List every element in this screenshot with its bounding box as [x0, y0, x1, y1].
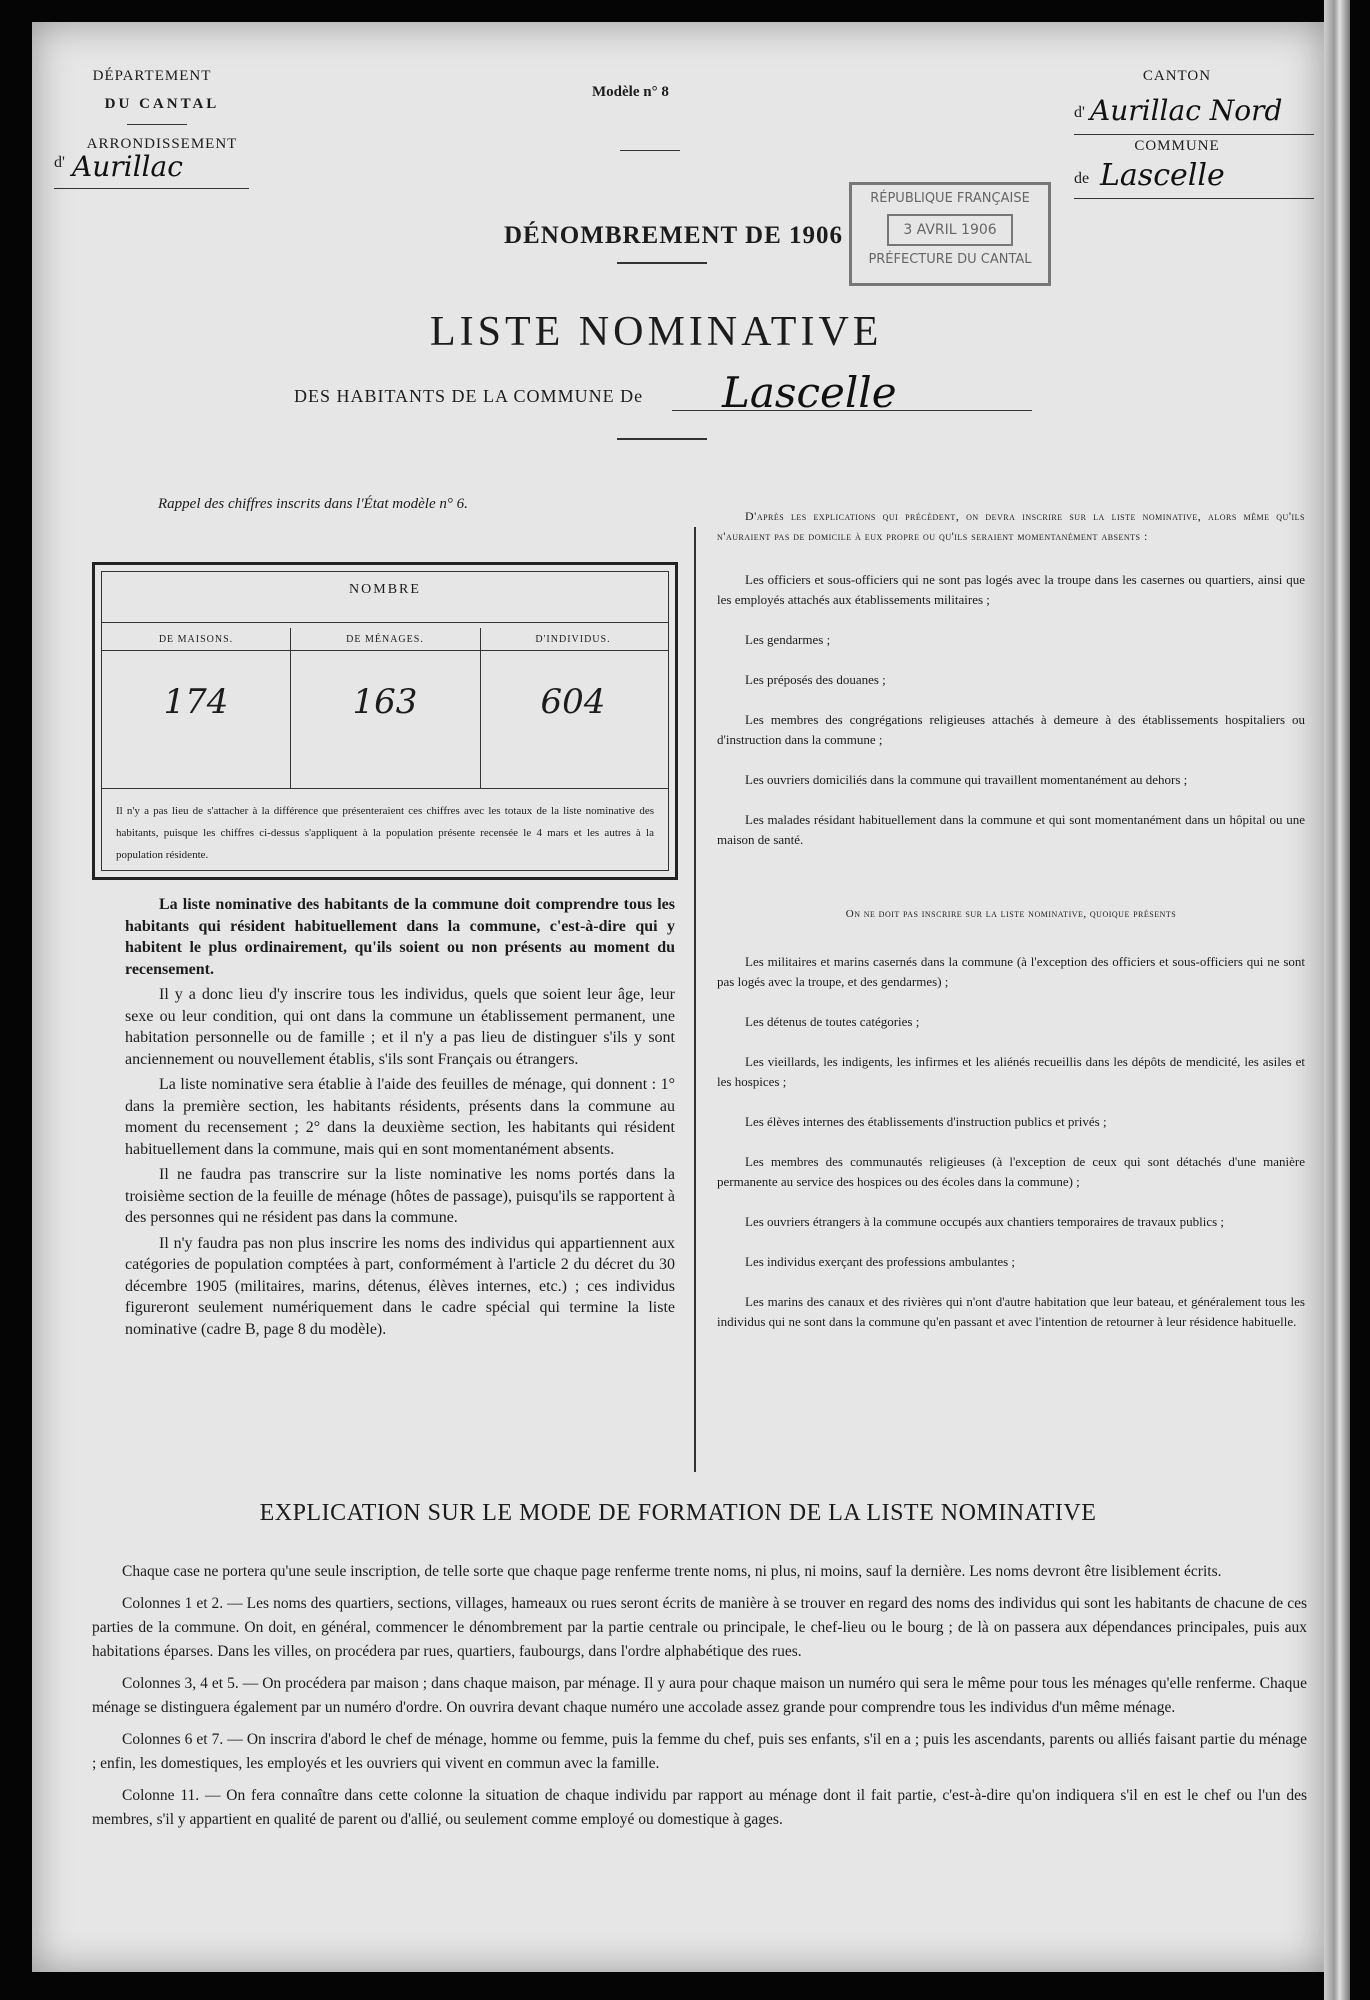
left-paragraph: La liste nominative sera établie à l'aide des feuilles de ménage, qui donnent : 1° dans la première section, les habitants résidents, présents dans la commune au moment du recensement ; 2° dans la deuxième section, les habitants qui résident habituellement dans la commune, mais qui en sont momentanément absents.: [125, 1076, 675, 1158]
left-paragraph: Il n'y faudra pas non plus inscrire les noms des individus qui appartiennent aux catégories de population comptées à part, conformément à l'article 2 du décret du 30 décembre 1905 (militaires, marins, détenus, élèves internes, etc.) ; ces individus figureront seulement numériquement dans le cadre spécial qui termine la liste nominative (cadre B, page 8 du modèle).: [125, 1234, 675, 1338]
col-individus-header: D'INDIVIDUS.: [535, 634, 611, 645]
stamp-republique: RÉPUBLIQUE FRANÇAISE: [870, 191, 1030, 206]
left-instructions: [125, 894, 675, 1344]
commune-name-line: [672, 410, 1032, 411]
liste-nominative-title: LISTE NOMINATIVE: [430, 309, 883, 355]
right-inscrire-item: Les malades résidant habituellement dans la commune et qui sont momentanément dans un hôpital ou une maison de santé.: [717, 812, 1305, 847]
right-inscrire-item: Les officiers et sous-officiers qui ne sont pas logés avec la troupe dans les casernes ou quartiers, ainsi que les employés attachés aux établissements militaires ;: [717, 572, 1305, 607]
canton-label: CANTON: [1142, 68, 1212, 84]
denombrement-title: DÉNOMBREMENT DE 1906: [504, 222, 844, 249]
maisons-value: 174: [163, 682, 229, 722]
right-inscrire-item: Les ouvriers domiciliés dans la commune qui travaillent momentanément au dehors ;: [745, 772, 1188, 787]
explication-title: EXPLICATION SUR LE MODE DE FORMATION DE LA LISTE NOMINATIVE: [259, 1500, 1097, 1526]
explication-paragraph: Colonnes 1 et 2. — Les noms des quartiers, sections, villages, hameaux ou rues seront écrits de manière à se trouver en regard des noms des individus qui sont les habitants de chacune de ces parties de la commune. On doit, en général, commencer le dénombrement par la partie centrale ou principale, le chef-lieu ou le bourg ; de là on passera aux dépendances principales, puis aux habitations éparses. Dans les villes, on procédera par rues, quartiers, faubourgs, dans l'ordre alphabétique des rues.: [92, 1595, 1307, 1660]
right-inscrire-item: Les membres des congrégations religieuses attachés à demeure à des établissements hospitaliers ou d'instruction dans la commune ;: [717, 712, 1305, 747]
nombre-divider: [102, 622, 668, 623]
explication-paragraph: Colonnes 6 et 7. — On inscrira d'abord le chef de ménage, homme ou femme, puis la femme du chef, puis ses enfants, s'il en a ; puis les ascendants, parents ou alliés faisant partie du ménage ; enfin, les domestiques, les employés et les ouvriers qui vivent en commun avec la famille.: [92, 1731, 1307, 1772]
left-paragraph: La liste nominative des habitants de la commune doit comprendre tous les habitants qui résident habituellement dans la commune, c'est-à-dire qui y habitent le plus ordinairement, qu'ils soient ou non présents au moment du recensement.: [125, 896, 675, 978]
right-exclusion-item: Les détenus de toutes catégories ;: [745, 1014, 920, 1029]
rappel-table-inner: [101, 571, 669, 871]
right-exclusion-item: Les élèves internes des établissements d'instruction publics et privés ;: [745, 1114, 1107, 1129]
right-intro: D'après les explications qui précèdent, on devra inscrire sur la liste nominative, alors même qu'ils n'auraient pas de domicile à eux propre ou qu'ils seraient momentanément absents :: [717, 509, 1305, 543]
left-paragraph: Il ne faudra pas transcrire sur la liste nominative les noms portés dans la troisième section de la feuille de ménage (hôtes de passage), puisqu'ils se rapportent à des personnes qui ne résident pas dans la commune.: [125, 1166, 675, 1226]
right-inscrire-item: Les préposés des douanes ;: [745, 672, 886, 687]
explication-paragraph: Colonne 11. — On fera connaître dans cette colonne la situation de chaque individu par rapport au ménage dont il fait partie, c'est-à-dire qu'on indiquera s'il en est le chef ou l'un des membres, s'il y appartient en qualité de parent ou d'allié, ou seulement comme employé ou domestique à gages.: [92, 1787, 1307, 1828]
commune-label: COMMUNE: [1134, 138, 1220, 154]
colhdr-divider: [102, 650, 668, 651]
commune-prefix: de: [1074, 170, 1090, 187]
explication-text: [92, 1560, 1307, 1840]
arrondissement-label: ARRONDISSEMENT: [86, 136, 238, 152]
page-binding: [1324, 0, 1350, 2000]
stamp-date: 3 AVRIL 1906: [887, 214, 1012, 246]
rappel-table: [92, 562, 678, 880]
title-ornament: [617, 262, 707, 264]
right-instructions: [717, 506, 1305, 1332]
right-inscrire-item: Les gendarmes ;: [745, 632, 831, 647]
right-exclusion-item: Les marins des canaux et des rivières qui n'ont d'autre habitation que leur bateau, et généralement tous les individus qui ne sont dans la commune qu'en passant et avec l'intention de retourner à leur résidence habituelle.: [717, 1294, 1305, 1329]
right-exclusion-item: Les membres des communautés religieuses (à l'exception de ceux qui sont détachés d'une manière permanente au service des hospices ou des écoles dans la commune) ;: [717, 1154, 1305, 1189]
modele-label: Modèle n° 8: [592, 84, 669, 100]
note-divider: [102, 788, 668, 789]
prefecture-stamp: [849, 182, 1051, 286]
arrondissement-handwritten: Aurillac: [72, 150, 183, 183]
right-exclusion-item: Les vieillards, les indigents, les infirmes et les aliénés recueillis dans les dépôts de mendicité, les asiles et les hospices ;: [717, 1054, 1305, 1089]
header-divider: [127, 124, 187, 125]
canton-handwritten: Aurillac Nord: [1090, 94, 1283, 127]
explication-paragraph: Colonnes 3, 4 et 5. — On procédera par maison ; dans chaque maison, par ménage. Il y aura pour chaque maison un numéro qui sera le même pour tous les ménages qu'elle renferme. Chaque ménage se distinguera également par un numéro d'ordre. On ouvrira devant chaque numéro une accolade assez grande pour comprendre tous les individus d'un même ménage.: [92, 1675, 1307, 1716]
stamp-prefecture: PRÉFECTURE DU CANTAL: [868, 252, 1032, 267]
arrondissement-line: [54, 188, 249, 189]
arrondissement-prefix: d': [54, 154, 65, 171]
right-exclusion-item: Les individus exerçant des professions ambulantes ;: [745, 1254, 1016, 1269]
col-menages-header: DE MÉNAGES.: [346, 634, 424, 645]
column-divider: [694, 527, 696, 1472]
commune-handwritten: Lascelle: [1100, 158, 1225, 193]
canton-line: [1074, 134, 1314, 135]
departement-value: DU CANTAL: [104, 96, 220, 112]
explication-paragraph: Chaque case ne portera qu'une seule inscription, de telle sorte que chaque page renferme trente noms, ni plus, ni moins, sauf la dernière. Les noms devront être lisiblement écrits.: [122, 1563, 1222, 1580]
left-paragraph: Il y a donc lieu d'y inscrire tous les individus, quels que soient leur âge, leur sexe ou leur condition, qui ont dans la commune un établissement permanent, une habitation personnelle ou de famille ; et il n'y a pas lieu de distinguer s'ils y sont anciennement ou nouvellement établis, s'ils sont Français ou étrangers.: [125, 986, 675, 1068]
right-exclusion-item: Les ouvriers étrangers à la commune occupés aux chantiers temporaires de travaux publics ;: [745, 1214, 1225, 1229]
commune-line: [1074, 198, 1314, 199]
nombre-header: NOMBRE: [349, 582, 421, 597]
menages-value: 163: [352, 682, 418, 722]
departement-label: DÉPARTEMENT: [92, 68, 212, 84]
modele-divider: [620, 150, 680, 151]
right-heading: On ne doit pas inscrire sur la liste nominative, quoique présents: [845, 908, 1177, 920]
document-page: [32, 22, 1324, 1972]
subtitle-ornament: [617, 438, 707, 440]
subtitle-habitants: DES HABITANTS DE LA COMMUNE De: [294, 386, 644, 406]
right-exclusion-item: Les militaires et marins casernés dans la commune (à l'exception des officiers et sous-officiers qui ne sont pas logés avec la troupe, et des gendarmes) ;: [717, 954, 1305, 989]
col-maisons-header: DE MAISONS.: [158, 634, 234, 645]
canton-prefix: d': [1074, 104, 1085, 121]
individus-value: 604: [540, 682, 606, 722]
rappel-note: Il n'y a pas lieu de s'attacher à la différence que présenteraient ces chiffres avec les totaux de la liste nominative des habitants, puisque les chiffres ci-dessus s'appliquent à la population présente recensée le 4 mars et les autres à la population résidente.: [116, 805, 654, 861]
commune-name-handwritten: Lascelle: [722, 368, 897, 417]
rappel-caption: Rappel des chiffres inscrits dans l'État modèle n° 6.: [158, 496, 468, 512]
